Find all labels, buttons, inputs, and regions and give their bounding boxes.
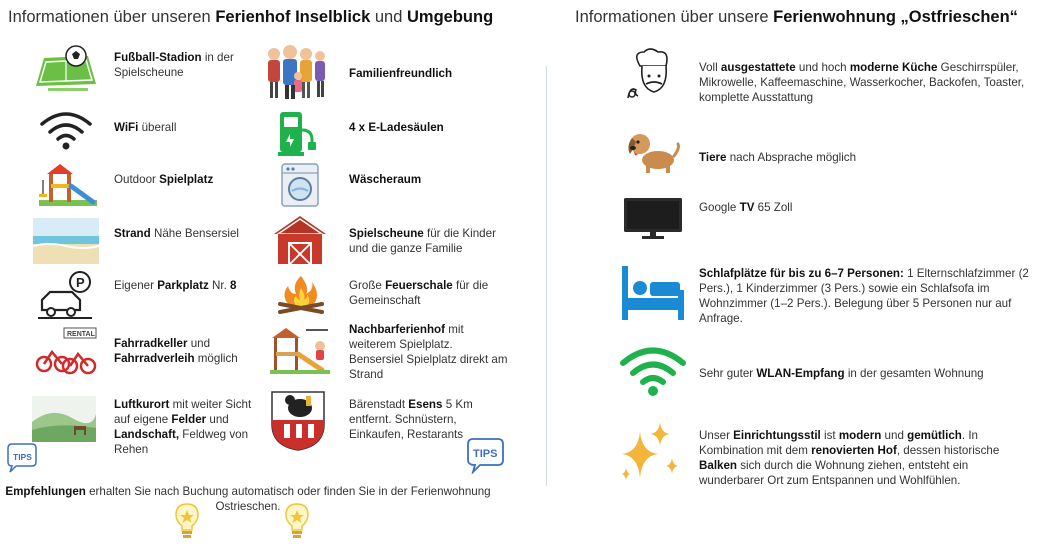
text-phrase: Bärenstadt	[349, 398, 409, 411]
text-phrase: für die Gemeinschaft	[349, 279, 489, 307]
bold-phrase: 4 x E-Ladesäulen	[349, 121, 444, 134]
parking-text	[114, 278, 254, 293]
text-phrase: Voll	[699, 61, 721, 74]
section-divider	[546, 66, 547, 486]
text-phrase: in der gesamten Wohnung	[844, 367, 984, 380]
text-phrase: mit weiter Sicht auf eigene	[114, 398, 252, 426]
text-phrase: für die Kinder und die ganze Familie	[349, 227, 496, 255]
bold-phrase: Landschaft,	[114, 428, 180, 441]
wlan-icon	[618, 344, 688, 398]
bold-phrase: Esens	[408, 398, 443, 411]
bold-phrase: 8	[230, 279, 237, 292]
text-phrase: Feldweg von Rehen	[114, 428, 249, 456]
family-icon	[262, 42, 332, 102]
text-phrase: und	[881, 429, 908, 442]
text-phrase: sich durch die Wohnung ziehen, entsteht ein wunderbarer Ort zum Entspannen und Wohlfühlen.	[699, 459, 969, 487]
bold-phrase: Nachbarferienhof	[349, 323, 445, 336]
text-phrase: nach Absprache möglich	[726, 151, 857, 164]
text-phrase: Nähe Bensersiel	[150, 227, 240, 240]
fire-pit-icon	[276, 272, 326, 318]
washing-machine-icon	[280, 162, 322, 210]
svg-text:RENTAL: RENTAL	[67, 331, 95, 338]
bold-phrase: Luftkurort	[114, 398, 170, 411]
text-phrase: 5 Km entfernt. Schnüstern, Einkaufen, Restarants	[349, 398, 473, 441]
text-phrase: Unser	[699, 429, 734, 442]
barn-icon	[272, 214, 328, 266]
text-phrase: Sehr guter	[699, 367, 757, 380]
text-phrase: 1 Elternschlafzimmer (2 Pers.), 1 Kinderzimmer (3 Pers.) sowie ein Schlafsofa im Wohnzimmer (1–2 Pers.). Belegung über 5 Personen nur auf Anfrage.	[699, 267, 1029, 325]
chef-icon	[622, 48, 684, 108]
bold-phrase: Fußball-Stadion	[114, 51, 202, 64]
bed-icon	[620, 264, 686, 322]
beach-text	[114, 226, 254, 241]
text-phrase: Google	[699, 201, 740, 214]
text-phrase: überall	[138, 121, 177, 134]
bold-phrase: Balken	[699, 459, 738, 472]
bold-phrase: TV	[739, 201, 755, 214]
tv-icon	[622, 196, 684, 240]
chef-text	[699, 60, 1034, 105]
bold-phrase: Spielscheune	[349, 227, 424, 240]
tv-text	[699, 200, 1034, 215]
bold-phrase: Parkplatz	[157, 279, 209, 292]
text-phrase: in der Spielscheune	[114, 51, 234, 79]
parking-icon	[38, 270, 94, 322]
esens-coat-of-arms-text	[349, 397, 509, 442]
neighbor-playground-icon	[266, 324, 332, 374]
ev-charger-text	[349, 120, 509, 135]
svg-text:TIPS: TIPS	[473, 448, 498, 460]
playground-icon	[35, 160, 101, 210]
bold-phrase: WLAN-Empfang	[756, 367, 845, 380]
bold-phrase: Feuerschale	[385, 279, 453, 292]
text-phrase: 65 Zoll	[754, 201, 793, 214]
bicycle-rental-text	[114, 336, 254, 366]
text-phrase: möglich	[194, 352, 238, 365]
bold-phrase: Einrichtungsstil	[733, 429, 821, 442]
esens-coat-of-arms-icon	[270, 390, 326, 452]
barn-text	[349, 226, 509, 256]
bold-phrase: moderne Küche	[849, 61, 938, 74]
bold-phrase: Familienfreundlich	[349, 67, 453, 80]
text-phrase: und	[187, 337, 211, 350]
dog-icon	[624, 128, 682, 174]
bold-phrase: WiFi	[114, 121, 139, 134]
text-phrase: . In Kombination mit dem	[699, 429, 979, 457]
bold-phrase: Strand	[114, 227, 151, 240]
bold-phrase: renovierten Hof	[811, 444, 897, 457]
text-phrase: und hoch	[795, 61, 850, 74]
bold-phrase: Fahrradverleih	[114, 352, 195, 365]
bold-phrase: ausgestattete	[720, 61, 796, 74]
recommendations-note: Empfehlungen erhalten Sie nach Buchung automatisch oder finden Sie in der Ferienwohnung Ostrieschen.	[5, 485, 491, 513]
text-phrase: Outdoor	[114, 173, 160, 186]
washing-machine-text	[349, 172, 509, 187]
bold-phrase: Spielplatz	[159, 173, 214, 186]
bed-text	[699, 266, 1034, 326]
right-section-title: Informationen über unsere Ferienwohnung „Ostfrieschen“	[575, 8, 1018, 26]
dog-text	[699, 150, 1034, 165]
text-phrase: Große	[349, 279, 386, 292]
text-phrase: und	[206, 413, 229, 426]
fire-pit-text	[349, 278, 509, 308]
bold-phrase: Wäscheraum	[349, 173, 422, 186]
text-phrase: mit weiterem Spielplatz. Bensersiel Spielplatz direkt am Strand	[349, 323, 508, 381]
beach-icon	[33, 218, 99, 264]
bold-phrase: Tiere	[699, 151, 727, 164]
landscape-painting-icon	[28, 392, 100, 446]
bold-phrase: Schlafplätze für bis zu 6–7 Personen:	[699, 267, 904, 280]
svg-text:TIPS: TIPS	[13, 452, 32, 462]
text-phrase: Geschirrspüler, Mikrowelle, Kaffeemaschine, Wasserkocher, Backofen, Toaster, komplette Ausstattung	[699, 61, 1025, 104]
bold-phrase: modern	[838, 429, 882, 442]
text-phrase: ist	[820, 429, 839, 442]
ev-charger-icon	[276, 108, 326, 158]
playground-text	[114, 172, 254, 187]
text-phrase: Eigener	[114, 279, 158, 292]
left-section-title: Informationen über unseren Ferienhof Inselblick und Umgebung	[8, 8, 494, 26]
soccer-field-icon	[30, 42, 100, 94]
sparkles-text	[699, 428, 1034, 488]
family-text	[349, 66, 509, 81]
svg-text:P: P	[76, 275, 85, 290]
text-phrase: , dessen historische	[896, 444, 1000, 457]
wifi-text	[114, 120, 254, 135]
neighbor-playground-text	[349, 322, 509, 382]
tips-bubble-left-icon	[4, 442, 38, 474]
soccer-field-text	[114, 50, 254, 80]
bold-phrase: Felder	[171, 413, 207, 426]
bold-phrase: gemütlich	[907, 429, 962, 442]
text-phrase: Nr.	[208, 279, 231, 292]
wifi-icon	[38, 108, 94, 152]
bicycle-rental-icon	[34, 326, 100, 376]
sparkles-icon	[614, 420, 684, 484]
wlan-text	[699, 366, 1034, 381]
bold-phrase: Fahrradkeller	[114, 337, 188, 350]
landscape-painting-text	[114, 397, 254, 457]
